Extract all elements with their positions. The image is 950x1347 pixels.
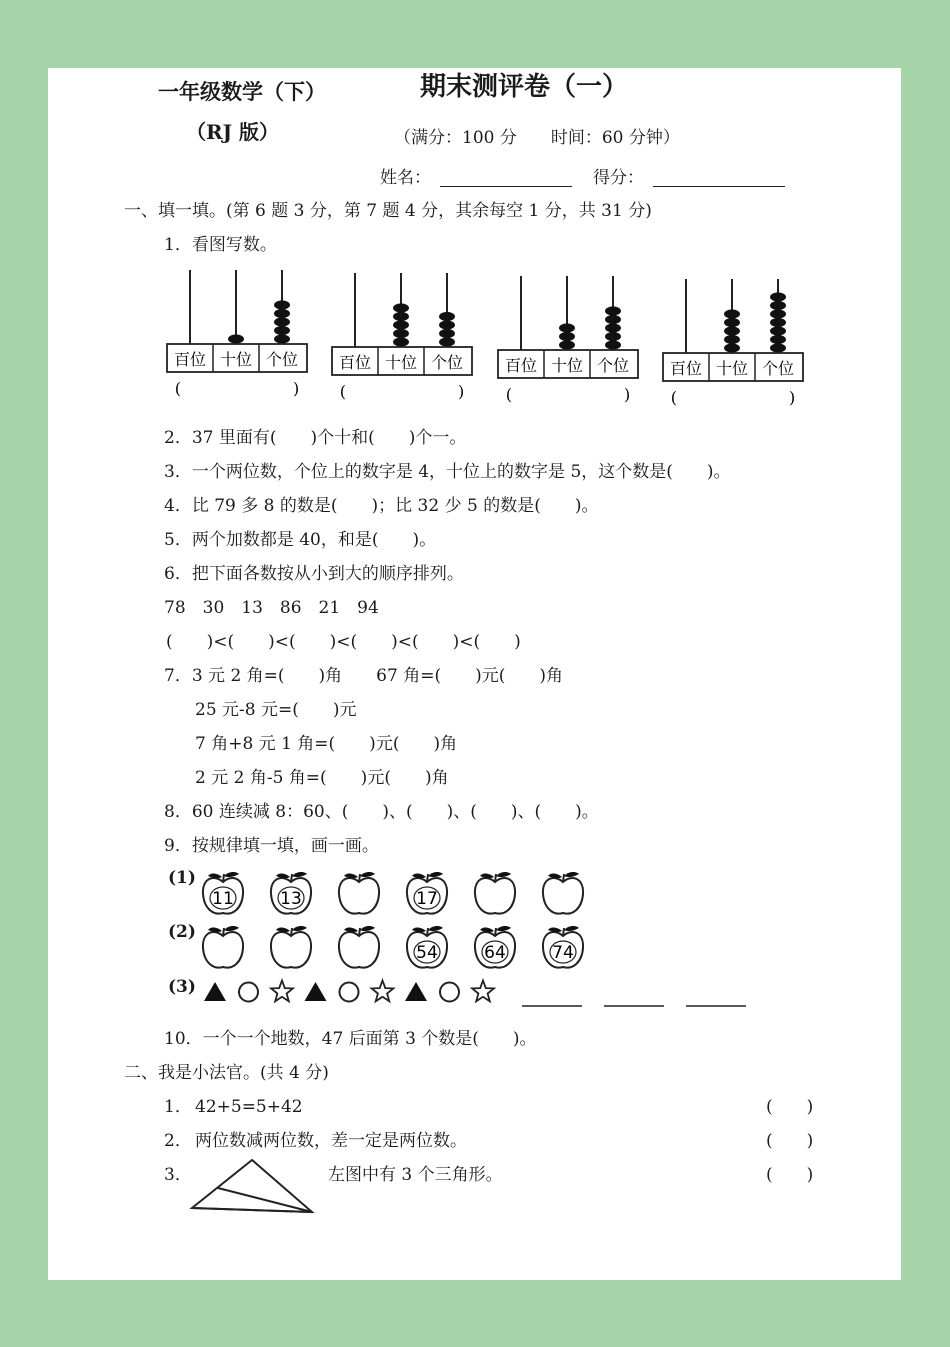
abacus-bead [605,332,621,341]
place-value-label: 个位 [265,350,299,369]
abacus-bead [559,332,575,341]
abacus-bead [393,329,409,338]
q9-row-1 [200,870,600,920]
page-title: 期末测评卷（一） [420,72,629,102]
circle-icon [440,983,459,1002]
abacus-bead [439,320,455,329]
apple-icon [472,924,518,972]
apple-number: 74 [552,943,574,963]
apple-number: 17 [416,889,438,909]
q10-text: 10．一个一个地数，47 后面第 3 个数是( )。 [164,1029,537,1049]
place-value-label: 百位 [173,350,207,369]
q7-line3: 7 角+8 元 1 角=( )元( )角 [195,734,458,754]
q3-text: 3．一个两位数，个位上的数字是 4，十位上的数字是 5，这个数是( )。 [164,462,731,482]
judge-item-2-blank[interactable]: ( ) [766,1131,814,1151]
place-value-label: 十位 [715,359,749,378]
name-field[interactable] [440,186,572,187]
edition-label: （RJ 版） [186,120,280,144]
apple-icon [200,870,246,918]
apple-icon [404,870,450,918]
abacus-bead [605,306,621,315]
triangle-icon [405,982,427,1001]
abacus-bead [770,343,786,352]
abacus-bead [770,335,786,344]
q7-line1: 7．3 元 2 角=( )角 67 角=( )元( )角 [164,666,563,686]
apple-icon[interactable] [336,924,382,972]
abacus-bead [605,315,621,324]
triangle-icon [204,982,226,1001]
apple-icon[interactable] [200,924,246,972]
judge-item-3-text: 左图中有 3 个三角形。 [328,1165,503,1185]
q9-text: 9．按规律填一填，画一画。 [164,836,379,856]
q6-numbers: 78 30 13 86 21 94 [164,598,379,618]
abacus-bead [439,329,455,338]
abacus-bead [393,312,409,321]
abacus-bead [770,301,786,310]
abacus-bead [439,312,455,321]
circle-icon [239,983,258,1002]
apple-icon[interactable] [268,924,314,972]
q9-1-label: (1) [168,868,196,888]
q1-text: 1．看图写数。 [164,235,277,255]
abacus-bead [274,334,290,343]
q7-line2: 25 元-8 元=( )元 [195,700,357,720]
abacus-answer-blank[interactable]: ( ) [670,388,796,407]
apple-icon [540,924,586,972]
judge-item-2-text: 两位数减两位数，差一定是两位数。 [195,1131,467,1151]
abacus-3 [497,276,639,411]
apple-icon [404,924,450,972]
abacus-4 [662,279,804,414]
apple-icon[interactable] [336,870,382,918]
q7-line4: 2 元 2 角-5 角=( )元( )角 [195,768,449,788]
abacus-1 [166,270,308,405]
abacus-bead [393,320,409,329]
abacus-answer-blank[interactable]: ( ) [174,379,300,398]
q8-text: 8．60 连续减 8：60、( )、( )、( )、( )。 [164,802,599,822]
judge-item-1-blank[interactable]: ( ) [766,1097,814,1117]
abacus-bead [274,326,290,335]
place-value-label: 百位 [669,359,703,378]
abacus-bead [559,340,575,349]
name-label: 姓名： [380,168,431,188]
abacus-bead [559,323,575,332]
q9-3-label: (3) [168,977,196,997]
star-icon [472,981,494,1002]
judge-item-2-num: 2． [164,1131,192,1151]
abacus-2 [331,273,473,408]
abacus-bead [770,318,786,327]
q9-shape-row [200,978,760,1010]
judge-item-1-num: 1． [164,1097,192,1117]
q4-text: 4．比 79 多 8 的数是( )；比 32 少 5 的数是( )。 [164,496,599,516]
place-value-label: 十位 [219,350,253,369]
place-value-label: 个位 [430,353,464,372]
circle-icon [340,983,359,1002]
judge-item-3-blank[interactable]: ( ) [766,1165,814,1185]
abacus-bead [393,303,409,312]
abacus-bead [274,317,290,326]
abacus-bead [439,337,455,346]
score-label: 得分： [593,168,644,188]
abacus-bead [724,343,740,352]
apple-number: 54 [416,943,438,963]
place-value-label: 十位 [384,353,418,372]
abacus-bead [274,300,290,309]
place-value-label: 个位 [596,356,630,375]
abacus-bead [770,326,786,335]
score-field[interactable] [653,186,785,187]
triangle-icon [305,982,327,1001]
apple-icon[interactable] [540,870,586,918]
apple-number: 64 [484,943,506,963]
q9-2-label: (2) [168,922,196,942]
abacus-bead [393,337,409,346]
apple-number: 13 [280,889,302,909]
abacus-bead [605,340,621,349]
place-value-label: 个位 [761,359,795,378]
grade-label: 一年级数学（下） [158,79,326,104]
abacus-bead [724,326,740,335]
star-icon [271,981,293,1002]
section1-heading: 一、填一填。(第 6 题 3 分，第 7 题 4 分，其余每空 1 分，共 31 分) [124,201,652,221]
apple-icon [268,870,314,918]
star-icon [372,981,394,1002]
q6-blanks[interactable]: ( )<( )<( )<( )<( )<( ) [166,632,521,652]
apple-icon[interactable] [472,870,518,918]
judge-item-1-text: 42+5=5+42 [195,1097,303,1117]
q2-text: 2．37 里面有( )个十和( )个一。 [164,428,467,448]
abacus-bead [274,309,290,318]
abacus-bead [724,309,740,318]
exam-meta: （满分：100 分 时间：60 分钟） [394,128,680,148]
q5-text: 5．两个加数都是 40，和是( )。 [164,530,437,550]
abacus-bead [724,318,740,327]
place-value-label: 十位 [550,356,584,375]
abacus-bead [770,292,786,301]
judge-item-3-num: 3． [164,1165,192,1185]
triangle-figure [190,1158,315,1214]
q6-text: 6．把下面各数按从小到大的顺序排列。 [164,564,464,584]
section2-heading: 二、我是小法官。(共 4 分) [124,1063,329,1083]
abacus-answer-blank[interactable]: ( ) [339,382,465,401]
abacus-answer-blank[interactable]: ( ) [505,385,631,404]
abacus-bead [605,323,621,332]
apple-number: 11 [212,889,234,909]
place-value-label: 百位 [504,356,538,375]
place-value-label: 百位 [338,353,372,372]
abacus-bead [770,309,786,318]
abacus-bead [228,334,244,343]
q9-row-2 [200,924,600,974]
abacus-bead [724,335,740,344]
